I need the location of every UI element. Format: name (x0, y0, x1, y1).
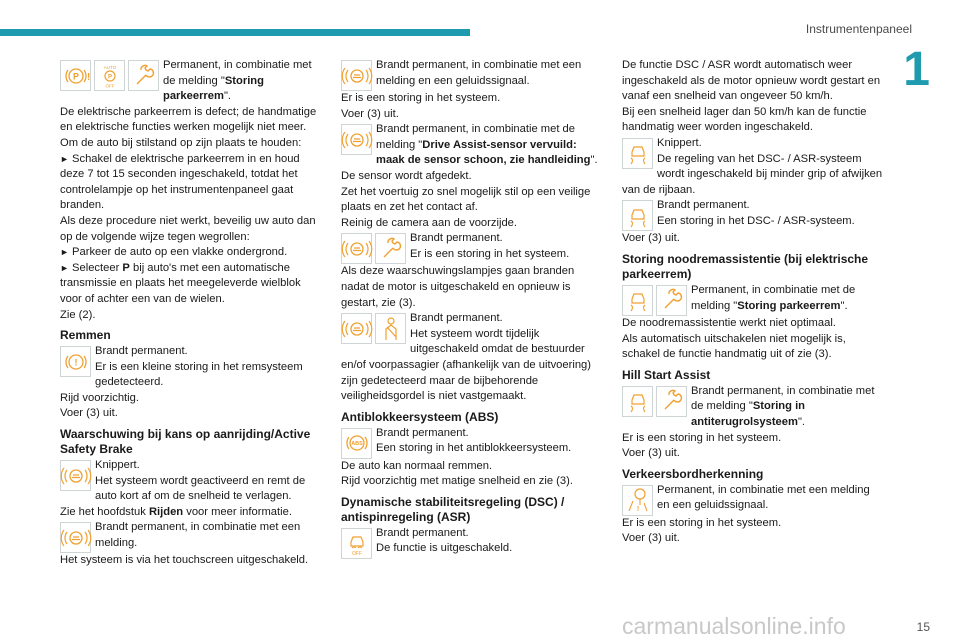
section-title-hill: Hill Start Assist (622, 367, 711, 382)
paragraph: Permanent, in combinatie met een melding en een geluidssignaal. (657, 483, 870, 512)
paragraph: Brandt permanent. (410, 232, 503, 245)
svg-text:P: P (107, 74, 112, 80)
wrench-icon (656, 386, 687, 417)
paragraph: De sensor wordt afgedekt. (341, 169, 472, 182)
paragraph: De functie DSC / ASR wordt automatisch weer ingeschakeld als de motor opnieuw wordt gestart en vanaf een snelheid van ongeveer 50 km/h. (622, 59, 881, 103)
paragraph: Zie het hoofdstuk Rijden voor meer informatie. (60, 505, 292, 518)
paragraph: Brandt permanent. (657, 199, 750, 212)
icon-group (622, 200, 653, 231)
paragraph: Brandt permanent, in combinatie met de melding "Storing in antiterugrolsysteem". (691, 384, 875, 428)
paragraph: Voer (3) uit. (341, 107, 399, 120)
icon-group (60, 522, 91, 553)
page-number: 15 (916, 620, 930, 634)
auto-parking-off-icon (94, 60, 125, 91)
chapter-number: 1 (903, 43, 930, 96)
abs-label: ABS (350, 441, 363, 448)
seatbelt-icon (375, 313, 406, 344)
parking-brake-warning-icon (60, 60, 91, 91)
collision-warning-icon (341, 60, 372, 91)
page-header-title: Instrumentenpaneel (805, 22, 912, 36)
paragraph: Brandt permanent. (95, 345, 188, 358)
paragraph: Voer (3) uit. (622, 447, 680, 460)
paragraph: Het systeem is via het touchscreen uitgeschakeld. (60, 554, 309, 567)
icon-group (60, 346, 91, 377)
paragraph: Voer (3) uit. (622, 532, 680, 545)
paragraph: Rijd voorzichtig. (60, 391, 139, 404)
header-bar (0, 29, 470, 36)
svg-text:!: ! (74, 357, 77, 368)
dsc-skid-icon (622, 285, 653, 316)
paragraph: De noodremassistentie werkt niet optimaal. (622, 316, 836, 329)
collision-warning-icon (60, 522, 91, 553)
abs-icon (341, 428, 372, 459)
icon-group (622, 386, 687, 417)
paragraph: De functie is uitgeschakeld. (376, 542, 513, 555)
icon-group (60, 60, 159, 91)
paragraph: Brandt permanent, in combinatie met de melding "Drive Assist-sensor vervuild: maak de sensor schoon, zie handleiding". (376, 123, 598, 167)
icon-group (341, 528, 372, 559)
section-title-noodrem: Storing noodremassistentie (bij elektrische parkeerrem) (622, 251, 869, 281)
bullet-item: ► Parkeer de auto op een vlakke ondergrond. (60, 246, 288, 259)
dsc-skid-icon (622, 200, 653, 231)
icon-group (622, 485, 653, 516)
icon-group (341, 124, 372, 155)
traffic-sign-camera-icon (622, 485, 653, 516)
paragraph: Bij een snelheid lager dan 50 km/h kan de functie handmatig weer worden ingeschakeld. (622, 105, 867, 134)
paragraph: Er is een storing in het systeem. (410, 247, 570, 260)
paragraph: Brandt permanent. (376, 426, 469, 439)
column-3 (622, 58, 884, 547)
icon-group (622, 138, 653, 169)
collision-warning-icon (341, 313, 372, 344)
section-title-asb: Waarschuwing bij kans op aanrijding/Active Safety Brake (60, 427, 311, 457)
paragraph: Er is een storing in het systeem. (341, 92, 501, 104)
paragraph: Knippert. (95, 459, 140, 472)
paragraph: Knippert. (657, 136, 702, 149)
brake-warning-icon (60, 346, 91, 377)
section-title-verkeersbord: Verkeersbordherkenning (622, 466, 764, 481)
wrench-icon (656, 285, 687, 316)
paragraph: Rijd voorzichtig met matige snelheid en zie (3). (341, 475, 573, 488)
paragraph: Als deze waarschuwingslampjes gaan branden nadat de motor is uitgeschakeld en opnieuw is gestart, zie (3). (341, 265, 575, 309)
svg-text:P: P (72, 71, 79, 81)
paragraph: Als deze procedure niet werkt, beveilig uw auto dan op de volgende wijze tegen wegrollen: (60, 214, 316, 243)
collision-warning-icon (60, 460, 91, 491)
watermark: carmanualsonline.info (622, 613, 846, 639)
paragraph: Brandt permanent, in combinatie met een melding. (95, 521, 301, 550)
icon-group (341, 313, 406, 344)
paragraph: Een storing in het DSC- / ASR-systeem. (657, 214, 855, 227)
icon-group (341, 428, 372, 459)
wrench-icon (128, 60, 159, 91)
off-label: OFF (105, 83, 114, 88)
paragraph: De regeling van het DSC- / ASR-systeem wordt ingeschakeld bij minder grip of afwijken van de rijbaan. (622, 152, 883, 196)
paragraph: Om de auto bij stilstand op zijn plaats te houden: (60, 136, 302, 149)
paragraph: Als automatisch uitschakelen niet mogelijk is, schakel de functie handmatig uit of zie (3). (622, 332, 846, 361)
dsc-skid-icon (622, 386, 653, 417)
paragraph: Reinig de camera aan de voorzijde. (341, 216, 517, 229)
auto-label: AUTO (103, 64, 116, 70)
paragraph: Er is een storing in het systeem. (622, 431, 782, 444)
paragraph: Er is een kleine storing in het remsysteem gedetecteerd. (95, 360, 303, 389)
paragraph: Het systeem wordt geactiveerd en remt de auto kort af om de snelheid te verlagen. (95, 474, 306, 503)
dsc-off-icon (341, 528, 372, 559)
off-label: OFF (351, 551, 362, 558)
paragraph: De auto kan normaal remmen. (341, 459, 493, 472)
paragraph: Brandt permanent. (376, 526, 469, 539)
svg-text:!: ! (636, 506, 639, 514)
section-title-dsc: Dynamische stabiliteitsregeling (DSC) / antispinregeling (ASR) (341, 494, 565, 524)
paragraph: Brandt permanent, in combinatie met een melding en een geluidssignaal. (376, 59, 582, 87)
dsc-skid-icon (622, 138, 653, 169)
paragraph: Zie (2). (60, 308, 96, 321)
paragraph: Een storing in het antiblokkeersysteem. (376, 442, 572, 455)
icon-group (341, 60, 372, 91)
paragraph: Voer (3) uit. (622, 232, 680, 245)
column-1 (60, 58, 322, 569)
bullet-item: ► Selecteer P bij auto's met een automatische transmissie en plaats het meegeleverde wielblok voor of achter een van de wielen. (60, 261, 301, 305)
svg-text:!: ! (86, 71, 90, 83)
paragraph: Voer (3) uit. (60, 407, 118, 420)
collision-warning-icon (341, 124, 372, 155)
column-2 (341, 58, 603, 559)
paragraph: Het systeem wordt tijdelijk uitgeschakeld omdat de bestuurder en/of voorpassagier (afhankelijk van de uitvoering) zijn gedetecteerd maar de bijbehorende veiligheidsgordel is niet vastgemaakt. (341, 327, 591, 403)
section-title-remmen: Remmen (60, 328, 111, 343)
paragraph: De elektrische parkeerrem is defect; de handmatige en elektrische functies werken mogelijk niet meer. (60, 105, 317, 134)
paragraph: Zet het voertuig zo snel mogelijk stil op een veilige plaats en zet het contact af. (341, 185, 591, 214)
icon-group (341, 233, 406, 264)
paragraph: Er is een storing in het systeem. (622, 516, 782, 529)
paragraph: Permanent, in combinatie met de melding "Storing parkeerrem". (691, 283, 856, 312)
wrench-icon (375, 233, 406, 264)
icon-group (60, 460, 91, 491)
collision-warning-icon (341, 233, 372, 264)
bullet-item: ► Schakel de elektrische parkeerrem in en houd deze 7 tot 15 seconden ingeschakeld, totdat het controlelampje op het instrumentenpaneel gaat branden. (60, 152, 300, 212)
icon-group (622, 285, 687, 316)
parking-brake-text: Permanent, in combinatie met de melding "Storing parkeerrem". (163, 59, 312, 103)
section-title-abs: Antiblokkeersysteem (ABS) (341, 409, 499, 424)
paragraph: Brandt permanent. (410, 312, 503, 325)
